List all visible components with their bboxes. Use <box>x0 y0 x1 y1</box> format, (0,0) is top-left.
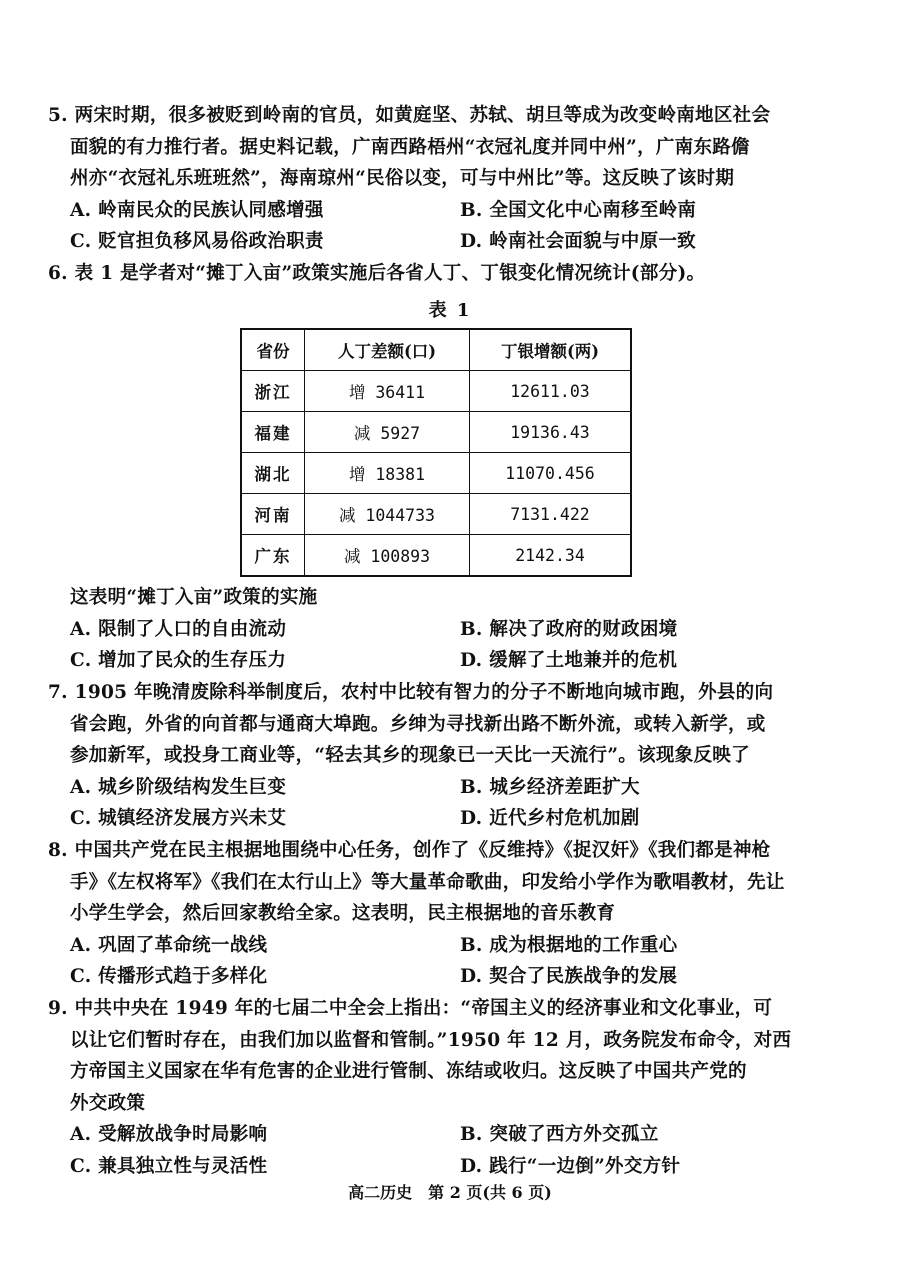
question-8 <box>48 835 860 993</box>
question-7 <box>48 677 860 835</box>
table-cell-population-diff: 减 100893 <box>305 535 470 577</box>
question-7-line-1: 7. 1905 年晚清废除科举制度后，农村中比较有智力的分子不断地向城市跑，外县的向 <box>48 682 774 703</box>
question-9-option-a[interactable]: A. 受解放战争时局影响 <box>70 1124 268 1145</box>
question-9-option-b[interactable]: B. 突破了西方外交孤立 <box>460 1124 659 1145</box>
table-cell-population-diff: 减 5927 <box>305 412 470 453</box>
question-9-line-3: 方帝国主义国家在华有危害的企业进行管制、冻结或收归。这反映了中国共产党的 <box>70 1061 747 1082</box>
question-6-option-a[interactable]: A. 限制了人口的自由流动 <box>70 618 287 640</box>
question-8-option-a[interactable]: A. 巩固了革命统一战线 <box>70 934 268 956</box>
question-6-option-d[interactable]: D. 缓解了土地兼并的危机 <box>460 650 678 671</box>
question-5-option-d[interactable]: D. 岭南社会面貌与中原一致 <box>460 231 696 252</box>
question-8-line-3: 小学生学会，然后回家教给全家。这表明，民主根据地的音乐教育 <box>70 903 616 924</box>
table-cell-province: 浙江 <box>241 371 305 412</box>
question-6-options-row-2 <box>48 645 860 677</box>
table-cell-tax-increase: 11070.456 <box>470 453 632 494</box>
table-header-population-diff: 人丁差额(口) <box>305 329 470 371</box>
table-cell-tax-increase: 12611.03 <box>470 371 632 412</box>
question-5-option-b[interactable]: B. 全国文化中心南移至岭南 <box>460 199 697 221</box>
question-6-option-c[interactable]: C. 增加了民众的生存压力 <box>70 650 287 671</box>
question-5-options-row-2 <box>48 226 860 258</box>
table-header-province: 省份 <box>241 329 305 371</box>
table-row <box>241 412 631 453</box>
question-7-line-2: 省会跑，外省的向首都与通商大埠跑。乡绅为寻找新出路不断外流，或转入新学，或 <box>70 713 766 735</box>
table-row <box>241 371 631 412</box>
table-row <box>241 453 631 494</box>
question-5-option-a[interactable]: A. 岭南民众的民族认同感增强 <box>70 199 324 221</box>
question-6 <box>48 582 860 677</box>
data-table <box>240 328 632 577</box>
table-cell-province: 福建 <box>241 412 305 453</box>
table-cell-population-diff: 增 18381 <box>305 453 470 494</box>
question-5-options-row-1 <box>48 195 860 227</box>
question-7-line-3: 参加新军，或投身工商业等，“轻去其乡的现象已一天比一天流行”。该现象反映了 <box>70 745 750 766</box>
question-8-option-b[interactable]: B. 成为根据地的工作重心 <box>460 934 678 956</box>
question-7-option-a[interactable]: A. 城乡阶级结构发生巨变 <box>70 776 287 798</box>
table-row <box>241 535 631 577</box>
question-9-line-2: 以让它们暂时存在，由我们加以监督和管制。”1950 年 12 月，政务院发布命令，对西 <box>70 1029 792 1051</box>
table-cell-tax-increase: 7131.422 <box>470 494 632 535</box>
question-5 <box>48 100 860 258</box>
question-5-line-3: 州亦“衣冠礼乐班班然”，海南琼州“民俗以变，可与中州比”等。这反映了该时期 <box>70 168 735 189</box>
table-cell-province: 河南 <box>241 494 305 535</box>
table-cell-tax-increase: 2142.34 <box>470 535 632 577</box>
question-8-line-2: 手》《左权将军》《我们在太行山上》等大量革命歌曲，印发给小学作为歌唱教材，先让 <box>70 871 785 893</box>
table-cell-province: 湖北 <box>241 453 305 494</box>
question-9-line-1: 9. 中共中央在 1949 年的七届二中全会上指出：“帝国主义的经济事业和文化事业，可 <box>48 998 773 1019</box>
table-cell-population-diff: 增 36411 <box>305 371 470 412</box>
question-7-option-d[interactable]: D. 近代乡村危机加剧 <box>460 808 640 829</box>
question-8-options-row-1 <box>48 930 860 962</box>
question-5-line-1: 5. 两宋时期，很多被贬到岭南的官员，如黄庭坚、苏轼、胡旦等成为改变岭南地区社会 <box>48 105 771 126</box>
table-cell-population-diff: 减 1044733 <box>305 494 470 535</box>
table-row <box>241 494 631 535</box>
table-caption: 表 1 <box>428 300 472 321</box>
table-header-row <box>241 329 631 371</box>
question-6-option-b[interactable]: B. 解决了政府的财政困境 <box>460 618 678 640</box>
question-6-stem: 这表明“摊丁入亩”政策的实施 <box>70 587 318 608</box>
question-9-option-c[interactable]: C. 兼具独立性与灵活性 <box>70 1155 268 1177</box>
question-7-option-c[interactable]: C. 城镇经济发展方兴未艾 <box>70 808 287 829</box>
page-footer: 高二历史 第 2 页(共 6 页) <box>348 1183 552 1202</box>
question-7-option-b[interactable]: B. 城乡经济差距扩大 <box>460 776 640 798</box>
question-7-options-row-1 <box>48 772 860 804</box>
question-9-option-d[interactable]: D. 践行“一边倒”外交方针 <box>460 1155 681 1177</box>
question-5-option-c[interactable]: C. 贬官担负移风易俗政治职责 <box>70 231 324 252</box>
table-header-tax-increase: 丁银增额(两) <box>470 329 632 371</box>
question-8-options-row-2 <box>48 961 860 993</box>
question-6-intro-block <box>48 258 860 290</box>
question-9-options-row-2 <box>48 1151 860 1183</box>
table-cell-tax-increase: 19136.43 <box>470 412 632 453</box>
question-6-options-row-1 <box>48 614 860 646</box>
question-9-options-row-1 <box>48 1119 860 1151</box>
table-cell-province: 广东 <box>241 535 305 577</box>
question-8-option-d[interactable]: D. 契合了民族战争的发展 <box>460 966 678 987</box>
question-8-option-c[interactable]: C. 传播形式趋于多样化 <box>70 966 268 987</box>
question-7-options-row-2 <box>48 803 860 835</box>
question-6-intro: 6. 表 1 是学者对“摊丁入亩”政策实施后各省人丁、丁银变化情况统计(部分)。 <box>48 263 706 284</box>
question-9-line-4: 外交政策 <box>70 1092 146 1114</box>
question-5-line-2: 面貌的有力推行者。据史料记载，广南西路梧州“衣冠礼度并同中州”，广南东路儋 <box>70 136 750 158</box>
question-9 <box>48 993 860 1182</box>
question-8-line-1: 8. 中国共产党在民主根据地围绕中心任务，创作了《反维持》《捉汉奸》《我们都是神枪 <box>48 840 771 861</box>
